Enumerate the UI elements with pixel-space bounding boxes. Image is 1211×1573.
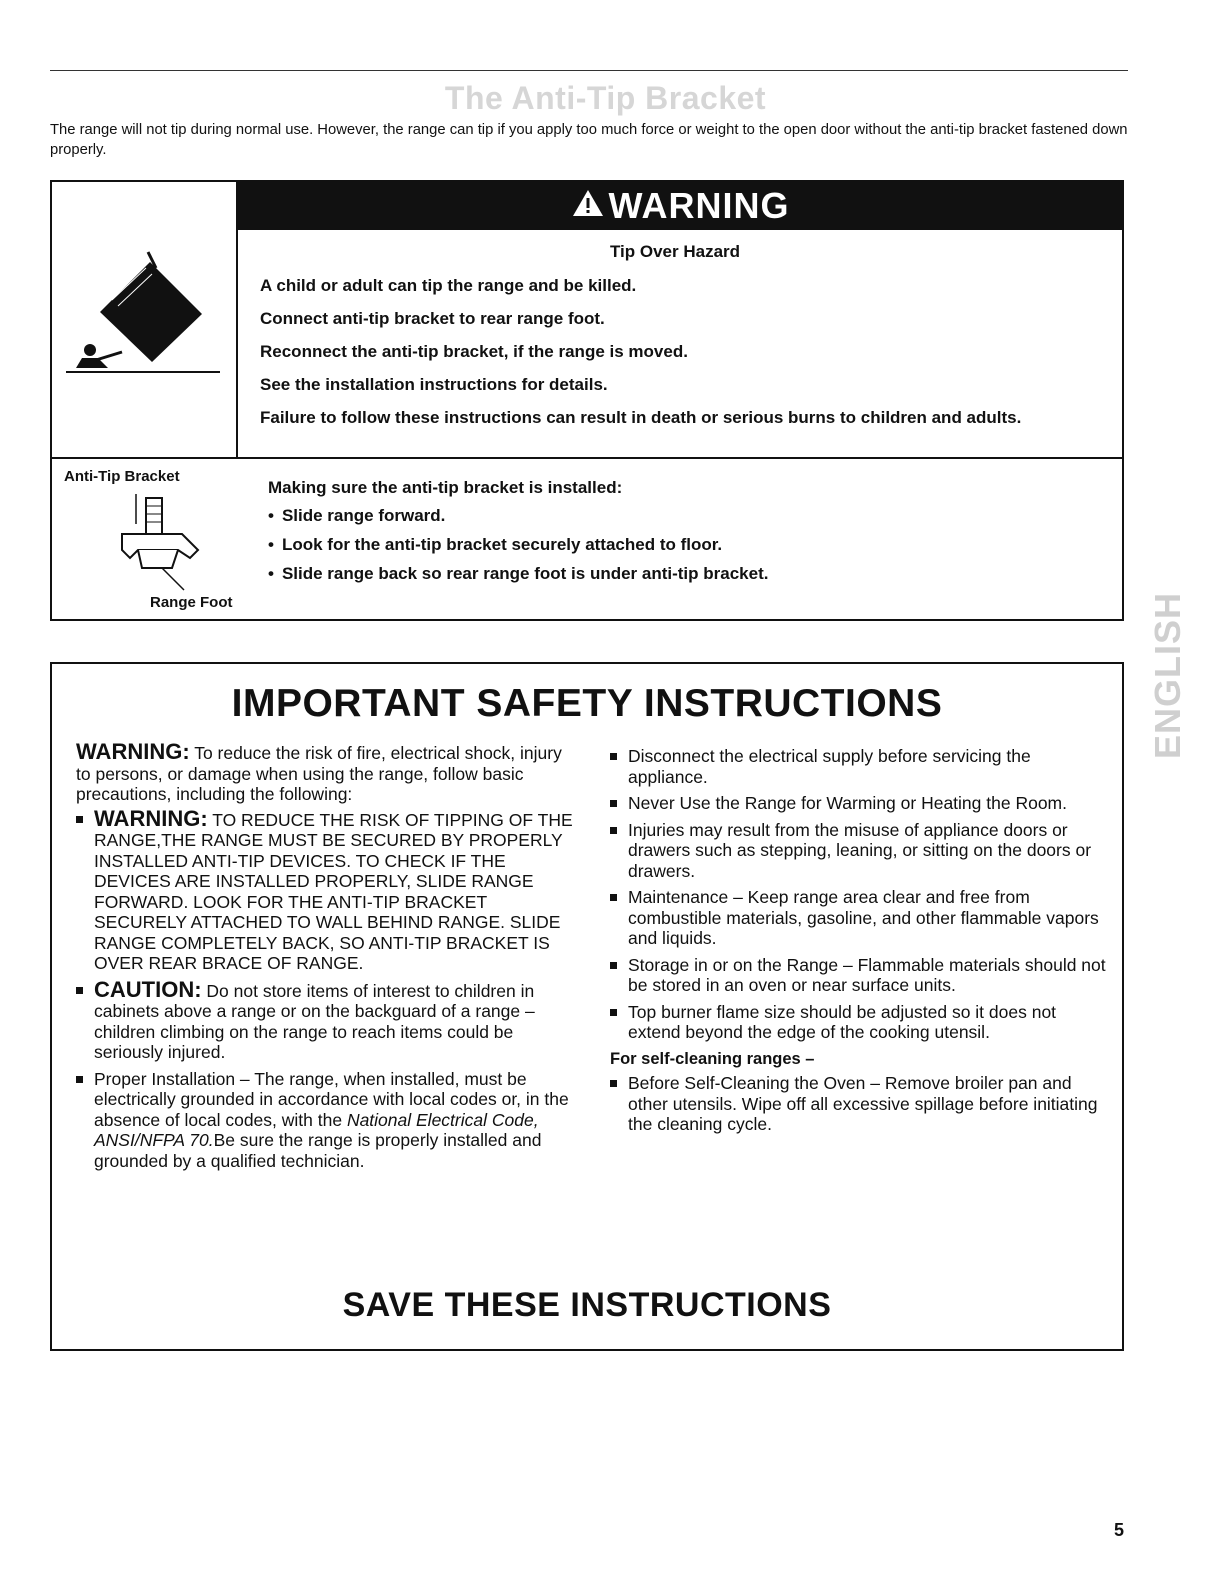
safety-right-column: [610, 742, 1110, 1141]
warning-header: [238, 182, 1122, 230]
list-item: [76, 805, 576, 974]
bullet-square-icon: [610, 962, 617, 969]
warning-header-label: WARNING: [608, 185, 790, 226]
list-item: [610, 746, 1110, 787]
install-check-title: Making sure the anti-tip bracket is installed:: [268, 478, 623, 497]
list-item-text: Maintenance – Keep range area clear and free from combustible materials, gasoline, and other flammable vapors and liquids.: [628, 887, 1099, 948]
warning-box: [50, 180, 1124, 621]
warning-label: WARNING:: [76, 739, 190, 764]
install-text-end: Be sure the range is properly installed and grounded by a qualified technician.: [94, 1130, 542, 1171]
install-check-list: [268, 506, 768, 584]
list-item-text: Disconnect the electrical supply before servicing the appliance.: [628, 746, 1031, 787]
caution-label: CAUTION:: [94, 976, 202, 1002]
intro-paragraph: The range will not tip during normal use. However, the range can tip if you apply too much force or weight to the open door without the anti-tip bracket fastened down properly.: [50, 122, 1128, 158]
bullet-warning-text: TO REDUCE THE RISK OF TIPPING OF THE RANGE,THE RANGE MUST BE SECURED BY PROPERLY INSTALLED ANTI-TIP DEVICES. TO CHECK IF THE DEVICES ARE INSTALLED PROPERLY, SLIDE RANGE FORWARD. LOOK FOR THE ANTI-TIP BRACKET SECURELY ATTACHED TO WALL BEHIND RANGE. SLIDE RANGE COMPLETELY BACK, SO ANTI-TIP BRACKET IS OVER REAR BRACE OF RANGE.: [94, 809, 573, 973]
hazard-title: Tip Over Hazard: [609, 242, 741, 261]
install-text: Proper Installation – The range, when installed, must be electrically grounded in accordance with local codes or, in the absence of local codes, with the: [94, 1068, 569, 1130]
bullet-square-icon: [610, 1080, 617, 1087]
list-item: [610, 1002, 1110, 1043]
safety-left-column: [76, 739, 576, 1177]
warning-body: [260, 242, 1110, 441]
warning-line: A child or adult can tip the range and be killed.: [260, 276, 637, 295]
self-cleaning-heading: For self-cleaning ranges –: [610, 1049, 815, 1068]
section-title: The Anti-Tip Bracket: [444, 80, 767, 116]
list-item: [610, 1073, 1110, 1135]
bullet-square-icon: [76, 1076, 83, 1083]
list-item-text: Top burner flame size should be adjusted so it does not extend beyond the edge of the cooking utensil.: [628, 1001, 1057, 1042]
warning-triangle-icon: [571, 182, 605, 230]
install-code-reference: National Electrical Code, ANSI/NFPA 70.: [94, 1109, 539, 1150]
list-item: [610, 820, 1110, 882]
list-item-text: Never Use the Range for Warming or Heating the Room.: [628, 793, 1067, 813]
caution-text: Do not store items of interest to children in cabinets above a range or on the backguard of a range – children climbing on the range to reach items could be seriously injured.: [94, 980, 535, 1062]
list-item-text: Storage in or on the Range – Flammable materials should not be stored in an oven or near surface units.: [628, 954, 1106, 995]
install-check-step: • Look for the anti-tip bracket securely attached to floor.: [268, 535, 768, 555]
bullet-square-icon: [610, 827, 617, 834]
tip-over-illustration-icon: [52, 182, 236, 459]
tip-over-illustration-panel: [52, 182, 238, 459]
bullet-square-icon: [610, 1009, 617, 1016]
list-item: [76, 976, 576, 1063]
warning-line: See the installation instructions for details.: [260, 375, 608, 394]
list-item-text: Injuries may result from the misuse of appliance doors or drawers such as stepping, leaning, or sitting on the doors or drawers.: [628, 819, 1092, 881]
list-item-text: Before Self-Cleaning the Oven – Remove broiler pan and other utensils. Wipe off all excessive spillage before initiating the cleaning cycle.: [628, 1073, 1098, 1134]
anti-tip-bracket-label: Anti-Tip Bracket: [64, 468, 180, 485]
language-side-tab-text: ENGLISH: [1150, 591, 1188, 759]
bullet-warning-label: WARNING:: [94, 805, 208, 831]
safety-instructions-box: [50, 662, 1124, 1351]
list-item: [610, 955, 1110, 996]
install-check-step: • Slide range back so rear range foot is under anti-tip bracket.: [268, 564, 768, 584]
language-side-tab: [1150, 563, 1190, 761]
bullet-square-icon: [76, 987, 83, 994]
warning-line: Connect anti-tip bracket to rear range foot.: [260, 309, 605, 328]
install-check: [268, 478, 768, 593]
list-item: [610, 887, 1110, 949]
list-item: [610, 793, 1110, 814]
save-instructions-title: SAVE THESE INSTRUCTIONS: [342, 1286, 832, 1324]
range-foot-label: Range Foot: [150, 594, 233, 611]
warning-separator: [52, 457, 1122, 459]
list-item: [76, 1069, 576, 1172]
warning-line: Failure to follow these instructions can result in death or serious burns to children and adults.: [260, 408, 1022, 427]
page-number: 5: [1114, 1520, 1125, 1540]
install-check-step: • Slide range forward.: [268, 506, 768, 526]
bullet-square-icon: [610, 894, 617, 901]
top-rule: [50, 70, 1128, 71]
bullet-square-icon: [76, 816, 83, 823]
safety-title: IMPORTANT SAFETY INSTRUCTIONS: [231, 682, 943, 725]
anti-tip-bracket-icon: [102, 494, 212, 599]
bullet-square-icon: [610, 800, 617, 807]
warning-text: To reduce the risk of fire, electrical shock, injury to persons, or damage when using the range, follow basic precautions, including the following:: [76, 743, 562, 804]
general-warning: [76, 739, 576, 805]
bullet-square-icon: [610, 753, 617, 760]
warning-line: Reconnect the anti-tip bracket, if the range is moved.: [260, 342, 688, 361]
